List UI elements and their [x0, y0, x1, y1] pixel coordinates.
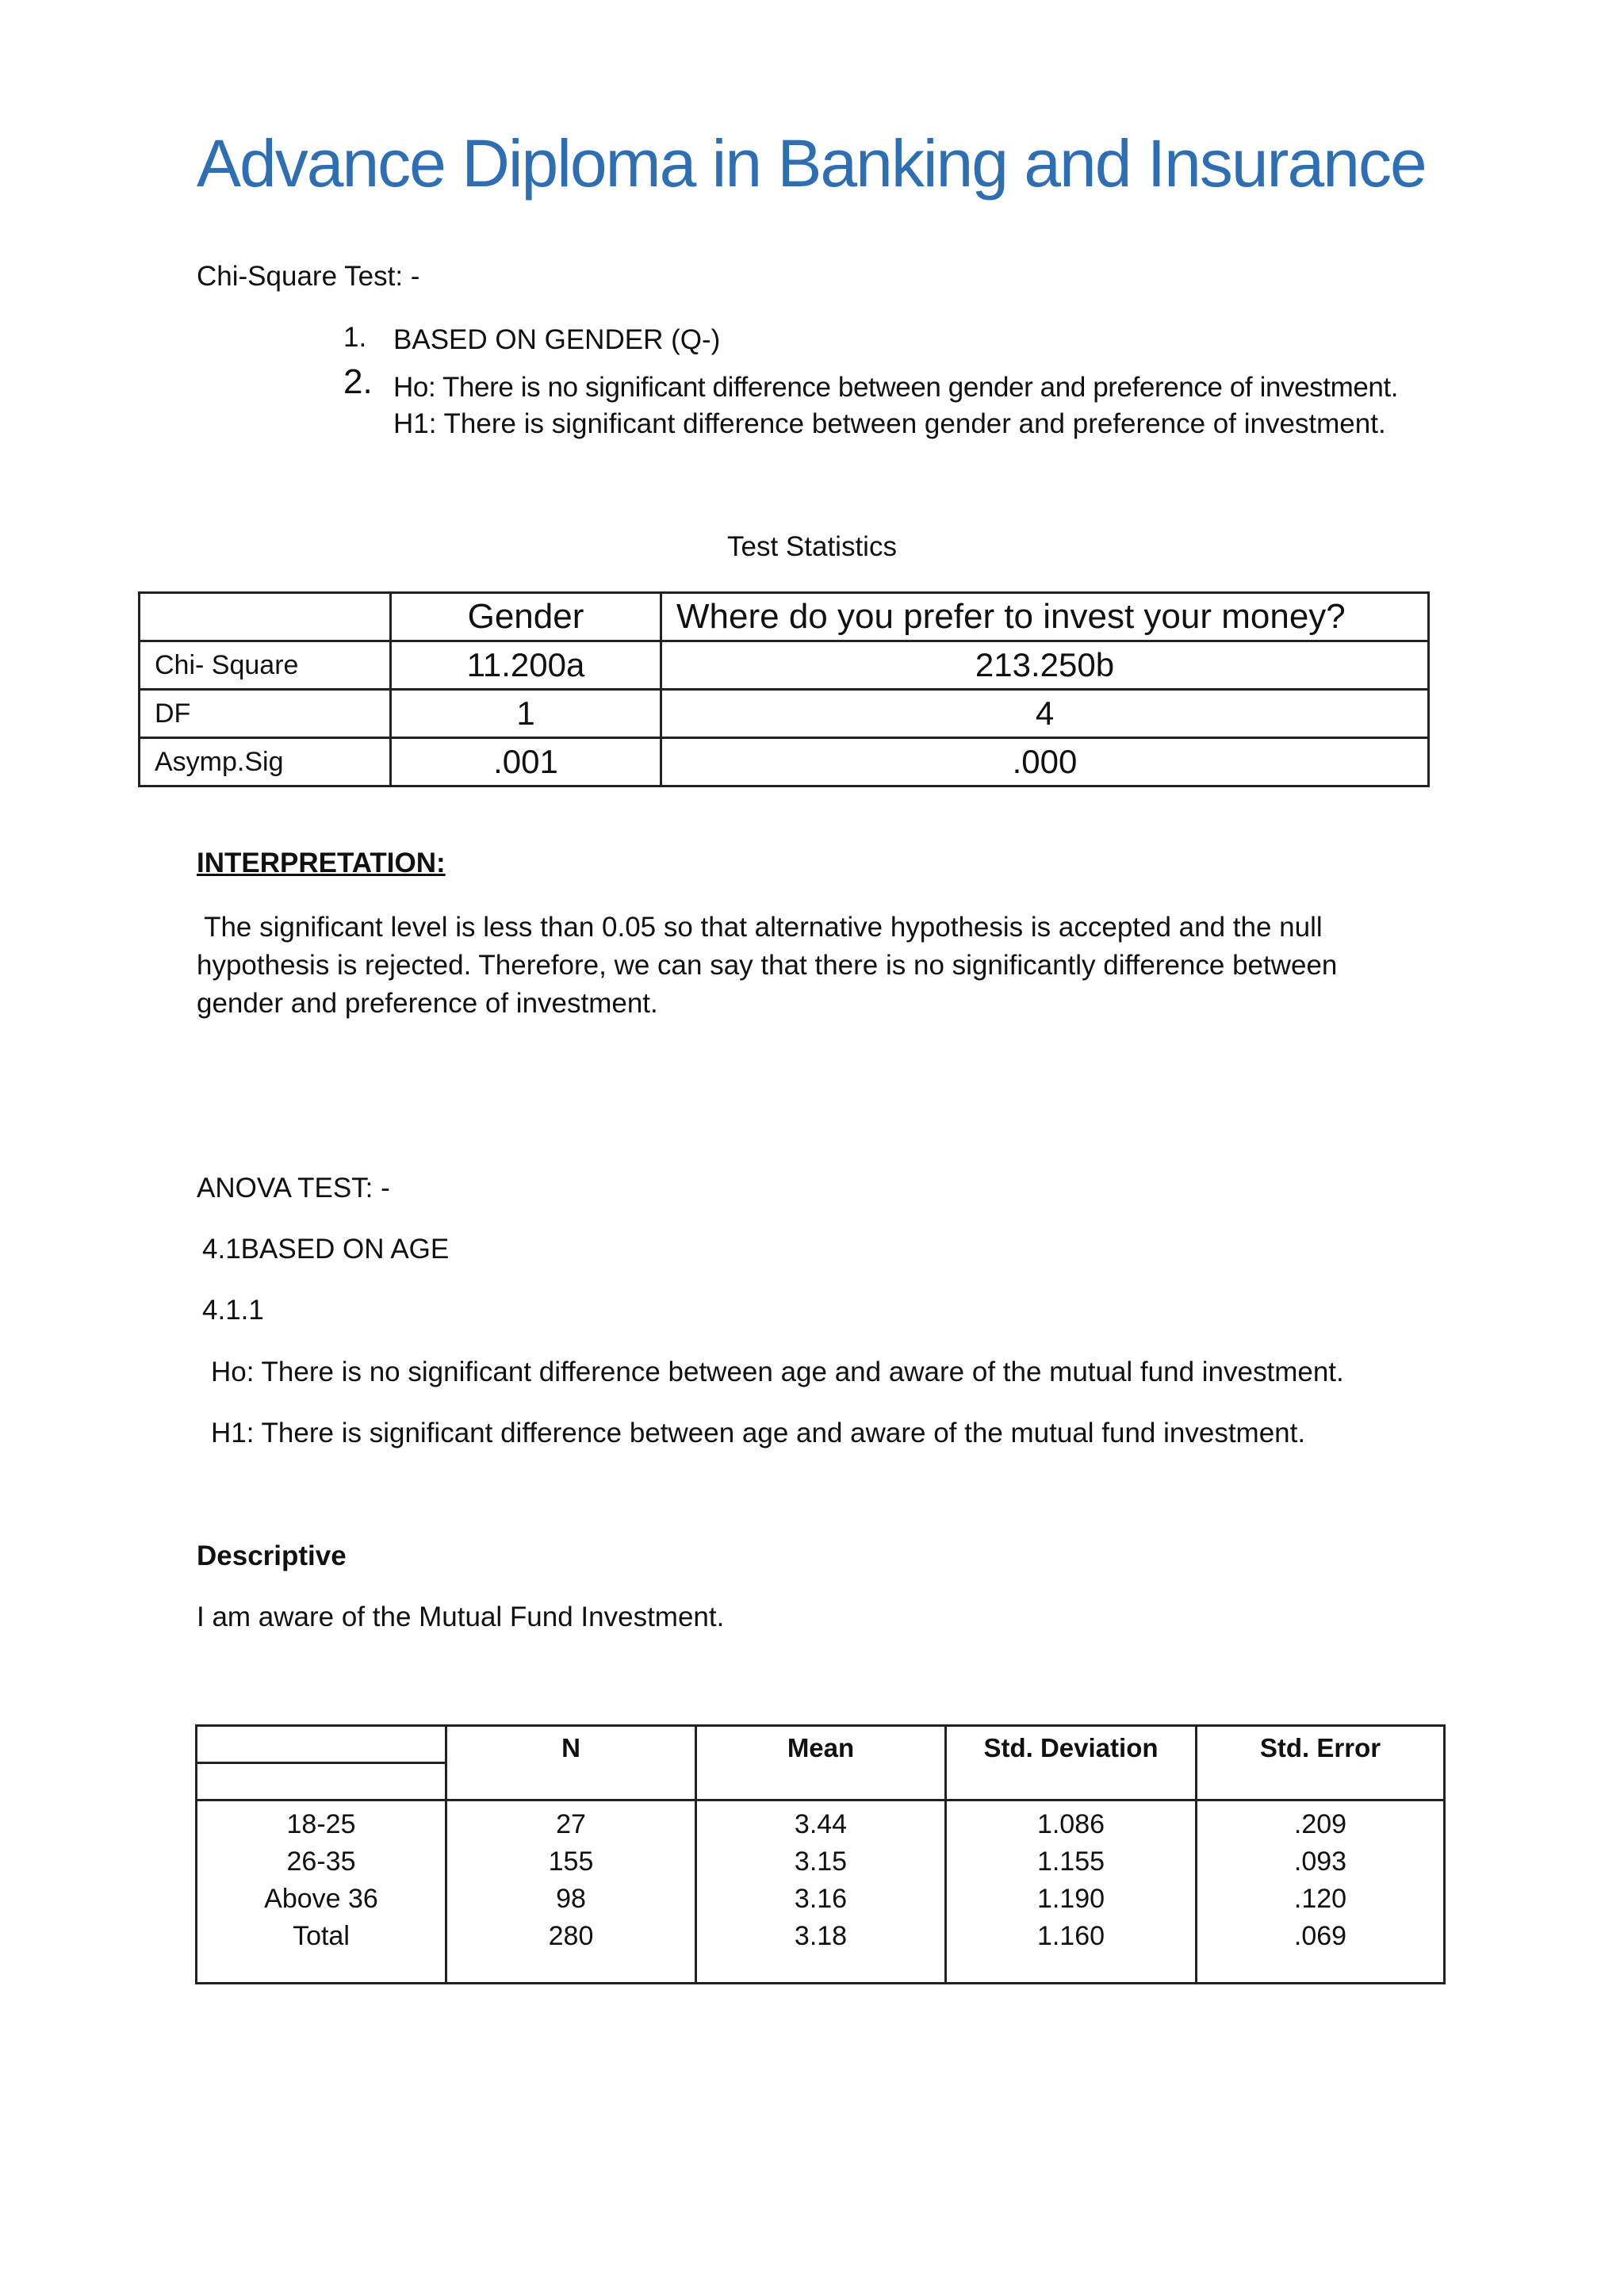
std-error-value: .120: [1293, 1884, 1347, 1914]
header-mean: Mean: [787, 1733, 855, 1762]
group-label: 18-25: [286, 1809, 356, 1839]
alt-hypothesis-age: H1: There is significant difference between age and aware of the mutual fund investment.: [211, 1418, 1306, 1448]
interpretation-line: The significant level is less than 0.05 so that alternative hypothesis is accepted and the null: [197, 912, 1323, 943]
table-divider: [197, 1762, 445, 1764]
interpretation-line: gender and preference of investment.: [197, 988, 658, 1019]
header-std-deviation: Std. Deviation: [983, 1733, 1159, 1762]
std-error-value: .069: [1293, 1921, 1347, 1951]
test-statistics-title: Test Statistics: [727, 531, 897, 562]
anova-subheading-age: 4.1BASED ON AGE: [202, 1234, 450, 1265]
list-item-based-on-gender: BASED ON GENDER (Q-): [393, 324, 721, 355]
table-row: [140, 690, 1429, 738]
n-value: 155: [548, 1846, 594, 1877]
std-error-value: .209: [1293, 1809, 1347, 1839]
list-number-2: 2.: [343, 362, 373, 401]
table-row: [140, 641, 1429, 690]
mean-value: 3.18: [794, 1921, 848, 1951]
chi-row-invest-value: 4: [661, 690, 1429, 738]
table-row: [140, 738, 1429, 786]
chi-table-header-gender: Gender: [391, 593, 661, 641]
group-label: 26-35: [286, 1846, 356, 1877]
list-number-1: 1.: [343, 322, 367, 353]
std-error-column: [1197, 1806, 1443, 1955]
chi-square-table: [138, 591, 1430, 787]
descriptive-heading: Descriptive: [197, 1540, 347, 1571]
header-n: N: [561, 1733, 580, 1762]
group-column: [197, 1806, 445, 1955]
n-value: 98: [556, 1884, 586, 1914]
mean-column: [697, 1806, 944, 1955]
chi-row-label: Chi- Square: [140, 641, 391, 690]
chi-row-gender-value: 1: [391, 690, 661, 738]
mean-value: 3.16: [794, 1884, 848, 1914]
document-title: Advance Diploma in Banking and Insurance: [197, 126, 1426, 201]
chi-row-gender-value: 11.200a: [391, 641, 661, 690]
chi-table-header-empty: [140, 593, 391, 641]
std-deviation-value: 1.190: [1036, 1884, 1105, 1914]
interpretation-paragraph: [197, 909, 1434, 1023]
anova-heading: ANOVA TEST: -: [197, 1173, 390, 1203]
std-deviation-column: [947, 1806, 1195, 1955]
n-value: 280: [548, 1921, 594, 1951]
group-label: Above 36: [264, 1884, 378, 1914]
n-value: 27: [556, 1809, 586, 1839]
chi-table-header-invest: Where do you prefer to invest your money?: [661, 593, 1429, 641]
std-error-value: .093: [1293, 1846, 1347, 1877]
std-deviation-value: 1.155: [1036, 1846, 1105, 1877]
null-hypothesis-gender: Ho: There is no significant difference between gender and preference of investment.: [393, 372, 1399, 403]
null-hypothesis-age: Ho: There is no significant difference between age and aware of the mutual fund investment.: [211, 1357, 1344, 1387]
mean-value: 3.15: [794, 1846, 848, 1877]
chi-row-invest-value: .000: [661, 738, 1429, 786]
header-std-error: Std. Error: [1259, 1733, 1381, 1762]
chi-table-header-row: [140, 593, 1429, 641]
chi-row-label: Asymp.Sig: [140, 738, 391, 786]
chi-square-heading: Chi-Square Test: -: [197, 261, 420, 292]
descriptive-subtitle: I am aware of the Mutual Fund Investment.: [197, 1601, 725, 1632]
group-label: Total: [293, 1921, 350, 1951]
interpretation-heading: INTERPRETATION:: [197, 848, 446, 878]
interpretation-line: hypothesis is rejected. Therefore, we can say that there is no significantly difference between: [197, 950, 1338, 981]
anova-section-number: 4.1.1: [202, 1295, 264, 1326]
std-deviation-value: 1.160: [1036, 1921, 1105, 1951]
chi-row-label: DF: [140, 690, 391, 738]
n-column: [447, 1806, 695, 1955]
std-deviation-value: 1.086: [1036, 1809, 1105, 1839]
chi-row-gender-value: .001: [391, 738, 661, 786]
descriptive-table: [195, 1724, 1446, 1984]
chi-row-invest-value: 213.250b: [661, 641, 1429, 690]
mean-value: 3.44: [794, 1809, 848, 1839]
table-divider: [197, 1799, 1443, 1801]
alt-hypothesis-gender: H1: There is significant difference between gender and preference of investment.: [393, 408, 1386, 439]
